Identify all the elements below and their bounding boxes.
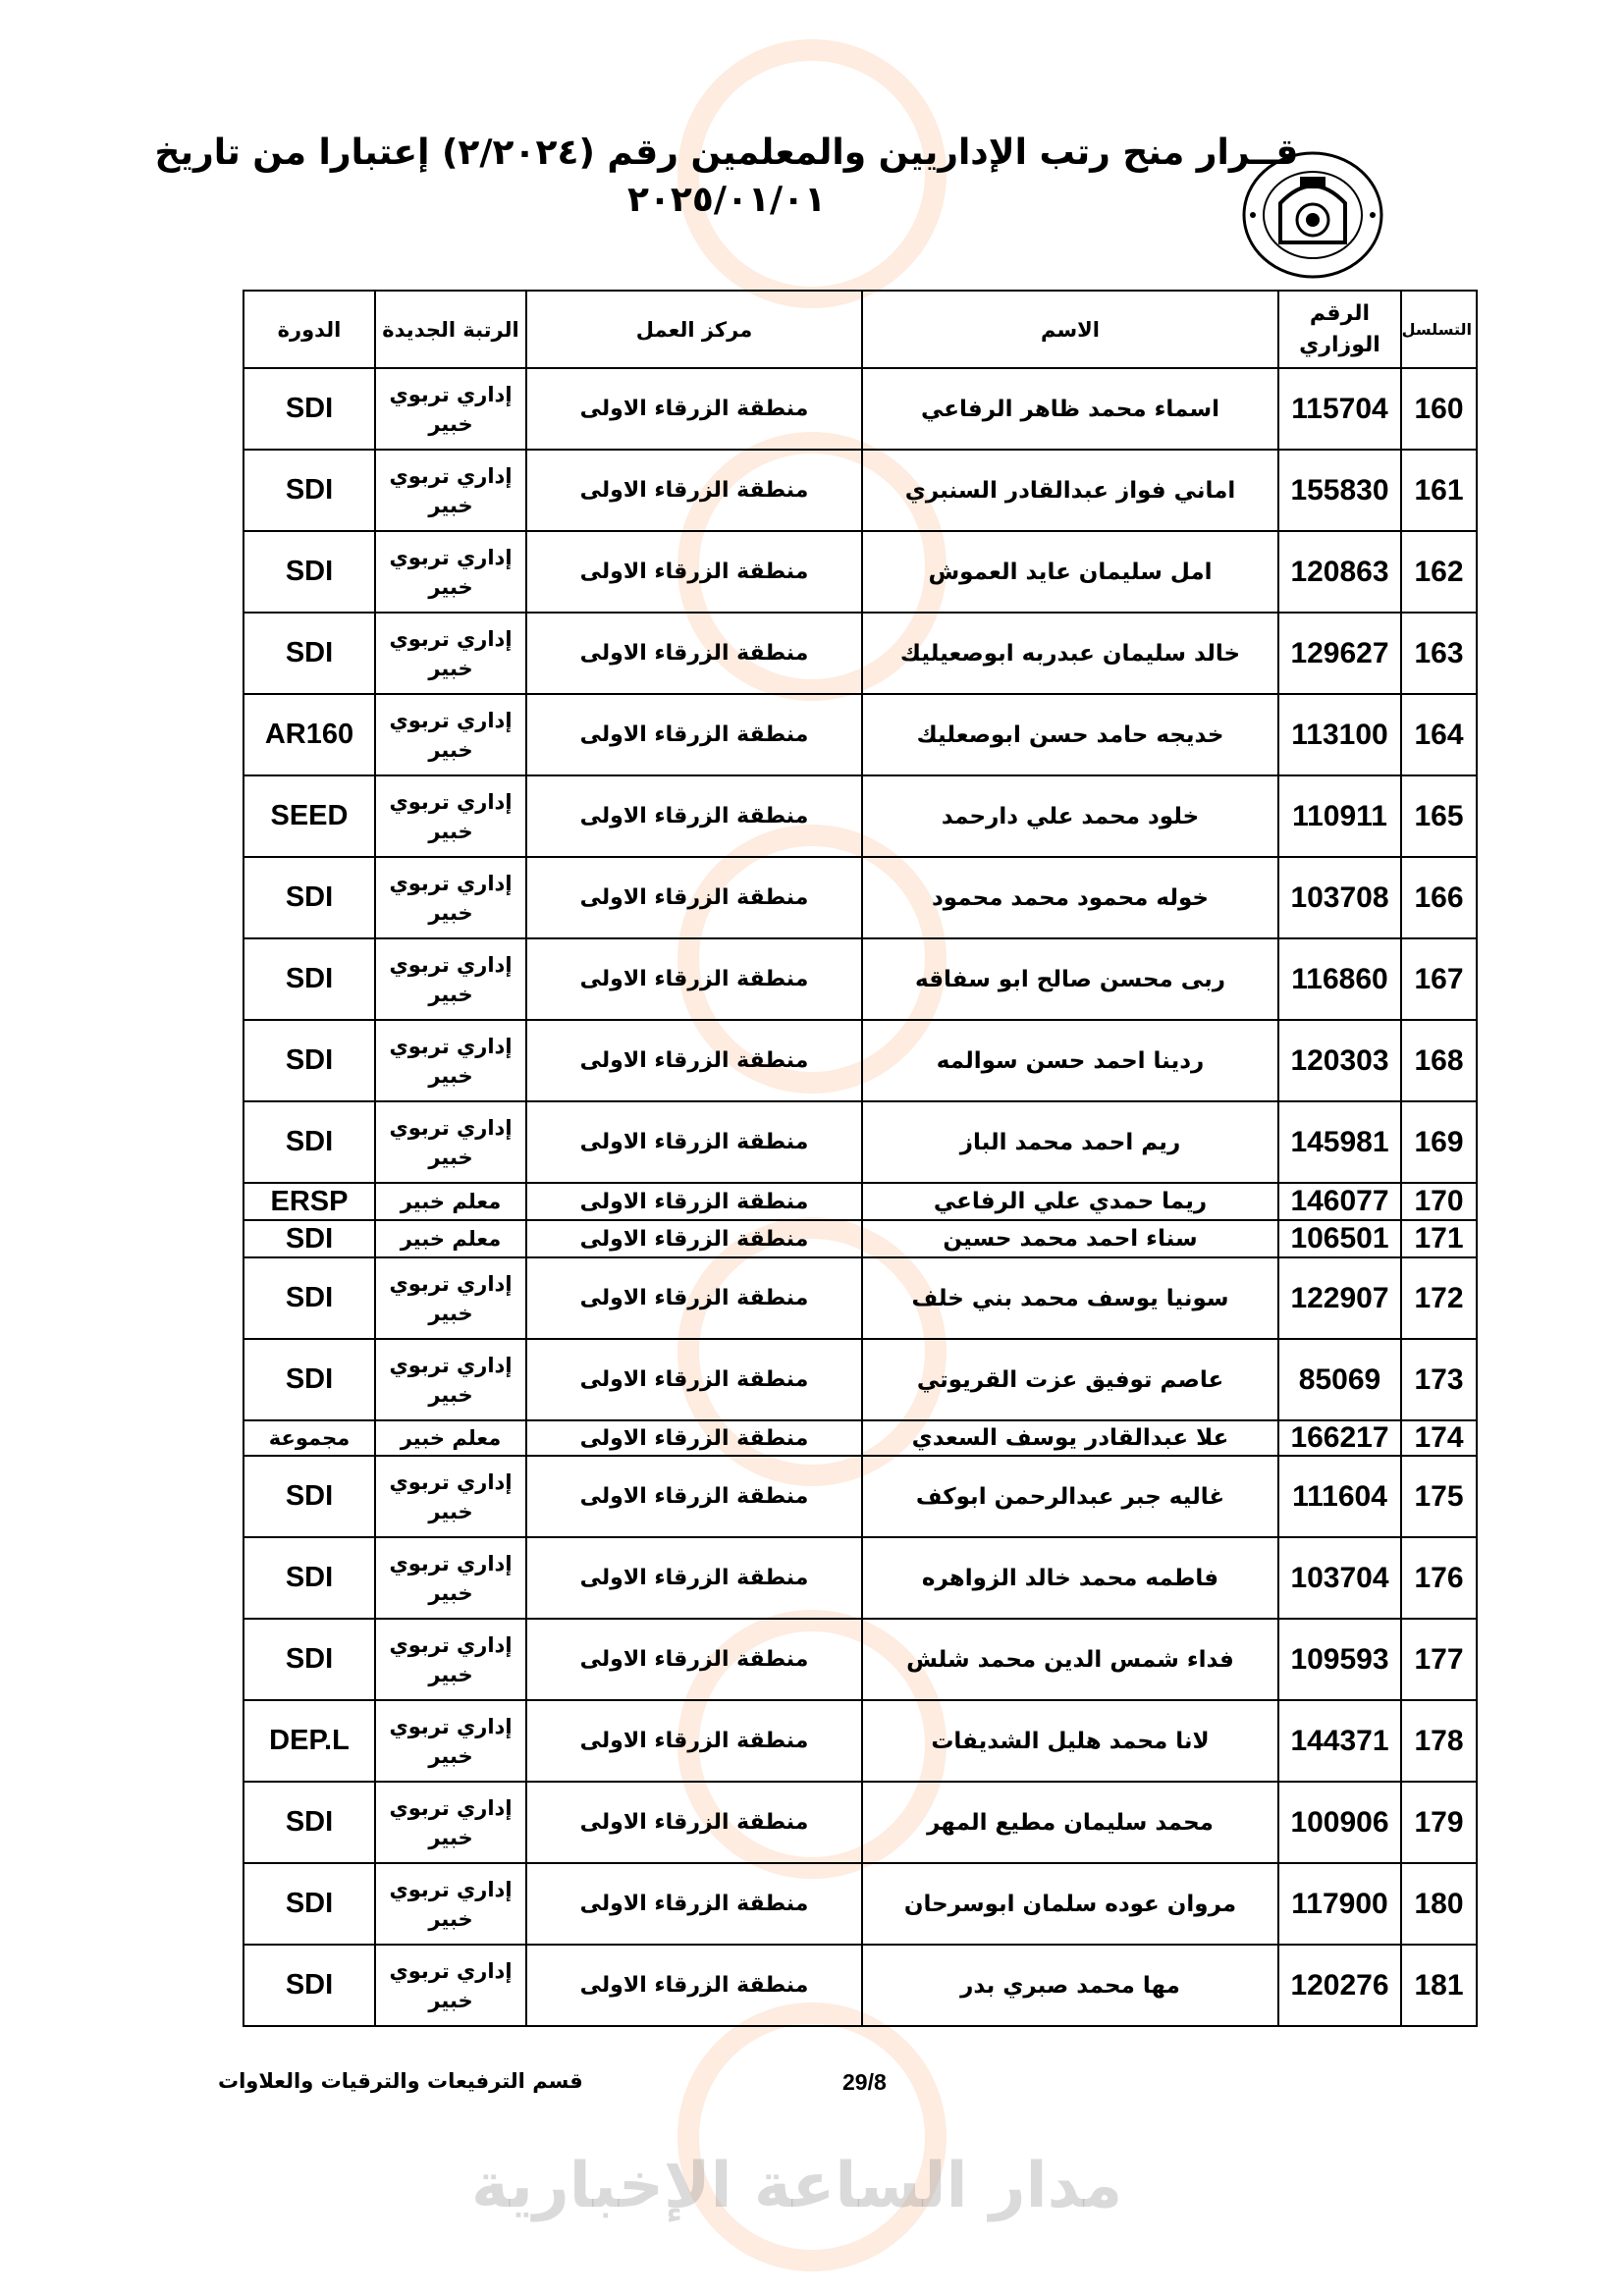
new-rank-cell: معلم خبير	[375, 1420, 526, 1456]
table-row	[243, 1020, 1477, 1101]
name-cell: ريم احمد محمد الباز	[862, 1101, 1278, 1183]
course-cell: SDI	[243, 1619, 375, 1700]
header-course: الدورة	[243, 291, 375, 368]
course-cell: مجموعة	[243, 1420, 375, 1456]
seq-cell: 179	[1401, 1782, 1477, 1863]
new-rank-cell: إداري تربوي خبير	[375, 1456, 526, 1537]
course-cell: SDI	[243, 1101, 375, 1183]
new-rank-cell: إداري تربوي خبير	[375, 1619, 526, 1700]
course-cell: DEP.L	[243, 1700, 375, 1782]
name-cell: مها محمد صبري بدر	[862, 1945, 1278, 2026]
name-cell: عاصم توفيق عزت القريوتي	[862, 1339, 1278, 1420]
seq-cell: 180	[1401, 1863, 1477, 1945]
ministry-id-cell: 109593	[1278, 1619, 1401, 1700]
work-center-cell: منطقة الزرقاء الاولى	[526, 775, 862, 857]
course-cell: SDI	[243, 857, 375, 938]
seq-cell: 162	[1401, 531, 1477, 613]
new-rank-cell: إداري تربوي خبير	[375, 1537, 526, 1619]
new-rank-cell: إداري تربوي خبير	[375, 775, 526, 857]
work-center-cell: منطقة الزرقاء الاولى	[526, 938, 862, 1020]
ministry-id-cell: 120863	[1278, 531, 1401, 613]
header-name: الاسم	[862, 291, 1278, 368]
work-center-cell: منطقة الزرقاء الاولى	[526, 1945, 862, 2026]
work-center-cell: منطقة الزرقاء الاولى	[526, 613, 862, 694]
table-row	[243, 694, 1477, 775]
seq-cell: 173	[1401, 1339, 1477, 1420]
table-row	[243, 1700, 1477, 1782]
promotions-table	[243, 290, 1478, 2027]
table-row	[243, 857, 1477, 938]
ministry-id-cell: 100906	[1278, 1782, 1401, 1863]
course-cell: AR160	[243, 694, 375, 775]
new-rank-cell: إداري تربوي خبير	[375, 1339, 526, 1420]
header-work-center: مركز العمل	[526, 291, 862, 368]
ministry-id-cell: 120276	[1278, 1945, 1401, 2026]
new-rank-cell: معلم خبير	[375, 1220, 526, 1257]
document-title: قــرار منح رتب الإداريين والمعلمين رقم (٢/٢٠٢٤) إعتبارا من تاريخ	[154, 133, 1299, 173]
course-cell: SDI	[243, 368, 375, 450]
name-cell: امل سليمان عايد العموش	[862, 531, 1278, 613]
course-cell: SDI	[243, 1782, 375, 1863]
course-cell: SDI	[243, 1863, 375, 1945]
work-center-cell: منطقة الزرقاء الاولى	[526, 1420, 862, 1456]
ministry-id-cell: 155830	[1278, 450, 1401, 531]
footer-department: قسم الترفيعات والترقيات والعلاوات	[218, 2069, 583, 2093]
seq-cell: 171	[1401, 1220, 1477, 1257]
ministry-id-cell: 129627	[1278, 613, 1401, 694]
course-cell: SDI	[243, 1220, 375, 1257]
work-center-cell: منطقة الزرقاء الاولى	[526, 1619, 862, 1700]
watermark-clock	[677, 2002, 947, 2271]
table-row	[243, 450, 1477, 531]
seq-cell: 160	[1401, 368, 1477, 450]
new-rank-cell: إداري تربوي خبير	[375, 694, 526, 775]
seq-cell: 169	[1401, 1101, 1477, 1183]
table-row	[243, 1257, 1477, 1339]
course-cell: SDI	[243, 1537, 375, 1619]
ministry-id-cell: 85069	[1278, 1339, 1401, 1420]
seq-cell: 165	[1401, 775, 1477, 857]
name-cell: علا عبدالقادر يوسف السعدي	[862, 1420, 1278, 1456]
new-rank-cell: معلم خبير	[375, 1183, 526, 1220]
table-row	[243, 1420, 1477, 1456]
ministry-id-cell: 103704	[1278, 1537, 1401, 1619]
document-header	[154, 130, 1299, 224]
name-cell: مروان عوده سلمان ابوسرحان	[862, 1863, 1278, 1945]
ministry-id-cell: 115704	[1278, 368, 1401, 450]
name-cell: ريما حمدي علي الرفاعي	[862, 1183, 1278, 1220]
work-center-cell: منطقة الزرقاء الاولى	[526, 857, 862, 938]
seq-cell: 167	[1401, 938, 1477, 1020]
table-row	[243, 1183, 1477, 1220]
course-cell: SDI	[243, 1456, 375, 1537]
watermark-text: مدار الساعة الإخبارية	[471, 2150, 1123, 2222]
new-rank-cell: إداري تربوي خبير	[375, 1782, 526, 1863]
header-ministry-id: الرقم الوزاري	[1278, 291, 1401, 368]
name-cell: فاطمه محمد خالد الزواهره	[862, 1537, 1278, 1619]
work-center-cell: منطقة الزرقاء الاولى	[526, 1782, 862, 1863]
seq-cell: 176	[1401, 1537, 1477, 1619]
ministry-id-cell: 111604	[1278, 1456, 1401, 1537]
table-row	[243, 775, 1477, 857]
ministry-id-cell: 144371	[1278, 1700, 1401, 1782]
work-center-cell: منطقة الزرقاء الاولى	[526, 1183, 862, 1220]
work-center-cell: منطقة الزرقاء الاولى	[526, 1456, 862, 1537]
ministry-id-cell: 116860	[1278, 938, 1401, 1020]
course-cell: SEED	[243, 775, 375, 857]
table-row	[243, 531, 1477, 613]
table-row	[243, 1220, 1477, 1257]
table-row	[243, 368, 1477, 450]
ministry-id-cell: 146077	[1278, 1183, 1401, 1220]
new-rank-cell: إداري تربوي خبير	[375, 1700, 526, 1782]
course-cell: ERSP	[243, 1183, 375, 1220]
new-rank-cell: إداري تربوي خبير	[375, 368, 526, 450]
table-row	[243, 1863, 1477, 1945]
seq-cell: 170	[1401, 1183, 1477, 1220]
seq-cell: 168	[1401, 1020, 1477, 1101]
seq-cell: 177	[1401, 1619, 1477, 1700]
table-row	[243, 1782, 1477, 1863]
work-center-cell: منطقة الزرقاء الاولى	[526, 1220, 862, 1257]
work-center-cell: منطقة الزرقاء الاولى	[526, 1700, 862, 1782]
course-cell: SDI	[243, 938, 375, 1020]
name-cell: محمد سليمان مطيع المهر	[862, 1782, 1278, 1863]
seq-cell: 163	[1401, 613, 1477, 694]
work-center-cell: منطقة الزرقاء الاولى	[526, 368, 862, 450]
ministry-id-cell: 113100	[1278, 694, 1401, 775]
page-number: 29/8	[842, 2069, 887, 2095]
name-cell: خلود محمد علي دارحمد	[862, 775, 1278, 857]
seq-cell: 181	[1401, 1945, 1477, 2026]
work-center-cell: منطقة الزرقاء الاولى	[526, 531, 862, 613]
work-center-cell: منطقة الزرقاء الاولى	[526, 1537, 862, 1619]
course-cell: SDI	[243, 1020, 375, 1101]
work-center-cell: منطقة الزرقاء الاولى	[526, 1257, 862, 1339]
header-seq: التسلسل	[1401, 291, 1477, 368]
course-cell: SDI	[243, 531, 375, 613]
table-row	[243, 1537, 1477, 1619]
new-rank-cell: إداري تربوي خبير	[375, 1101, 526, 1183]
work-center-cell: منطقة الزرقاء الاولى	[526, 1863, 862, 1945]
seq-cell: 178	[1401, 1700, 1477, 1782]
course-cell: SDI	[243, 1339, 375, 1420]
name-cell: لانا محمد هليل الشديفات	[862, 1700, 1278, 1782]
name-cell: سناء احمد محمد حسين	[862, 1220, 1278, 1257]
seq-cell: 166	[1401, 857, 1477, 938]
table-header-row	[243, 291, 1477, 368]
new-rank-cell: إداري تربوي خبير	[375, 531, 526, 613]
table-row	[243, 613, 1477, 694]
new-rank-cell: إداري تربوي خبير	[375, 1863, 526, 1945]
name-cell: غاليه جبر عبدالرحمن ابوكف	[862, 1456, 1278, 1537]
name-cell: ربى محسن صالح ابو سفاقه	[862, 938, 1278, 1020]
new-rank-cell: إداري تربوي خبير	[375, 613, 526, 694]
ministry-id-cell: 106501	[1278, 1220, 1401, 1257]
seq-cell: 174	[1401, 1420, 1477, 1456]
ministry-id-cell: 103708	[1278, 857, 1401, 938]
name-cell: خديجه حامد حسن ابوصعليك	[862, 694, 1278, 775]
work-center-cell: منطقة الزرقاء الاولى	[526, 1020, 862, 1101]
course-cell: SDI	[243, 613, 375, 694]
ministry-id-cell: 122907	[1278, 1257, 1401, 1339]
work-center-cell: منطقة الزرقاء الاولى	[526, 450, 862, 531]
header-new-rank: الرتبة الجديدة	[375, 291, 526, 368]
name-cell: اماني فواز عبدالقادر السنبري	[862, 450, 1278, 531]
document-date: ٢٠٢٥/٠١/٠١	[626, 180, 827, 220]
new-rank-cell: إداري تربوي خبير	[375, 857, 526, 938]
ministry-id-cell: 117900	[1278, 1863, 1401, 1945]
new-rank-cell: إداري تربوي خبير	[375, 1945, 526, 2026]
course-cell: SDI	[243, 450, 375, 531]
table-row	[243, 1619, 1477, 1700]
table-row	[243, 1339, 1477, 1420]
name-cell: خالد سليمان عبدربه ابوصعيليك	[862, 613, 1278, 694]
table-row	[243, 938, 1477, 1020]
seq-cell: 172	[1401, 1257, 1477, 1339]
work-center-cell: منطقة الزرقاء الاولى	[526, 1101, 862, 1183]
course-cell: SDI	[243, 1257, 375, 1339]
table-row	[243, 1101, 1477, 1183]
work-center-cell: منطقة الزرقاء الاولى	[526, 694, 862, 775]
seq-cell: 175	[1401, 1456, 1477, 1537]
table-row	[243, 1945, 1477, 2026]
new-rank-cell: إداري تربوي خبير	[375, 450, 526, 531]
name-cell: اسماء محمد ظاهر الرفاعي	[862, 368, 1278, 450]
new-rank-cell: إداري تربوي خبير	[375, 1257, 526, 1339]
new-rank-cell: إداري تربوي خبير	[375, 1020, 526, 1101]
ministry-id-cell: 110911	[1278, 775, 1401, 857]
seq-cell: 164	[1401, 694, 1477, 775]
course-cell: SDI	[243, 1945, 375, 2026]
name-cell: ردينا احمد حسن سوالمه	[862, 1020, 1278, 1101]
table-row	[243, 1456, 1477, 1537]
ministry-id-cell: 120303	[1278, 1020, 1401, 1101]
name-cell: خوله محمود محمد محمود	[862, 857, 1278, 938]
ministry-id-cell: 166217	[1278, 1420, 1401, 1456]
name-cell: سونيا يوسف محمد بني خلف	[862, 1257, 1278, 1339]
ministry-id-cell: 145981	[1278, 1101, 1401, 1183]
seq-cell: 161	[1401, 450, 1477, 531]
name-cell: فداء شمس الدين محمد شلش	[862, 1619, 1278, 1700]
new-rank-cell: إداري تربوي خبير	[375, 938, 526, 1020]
work-center-cell: منطقة الزرقاء الاولى	[526, 1339, 862, 1420]
